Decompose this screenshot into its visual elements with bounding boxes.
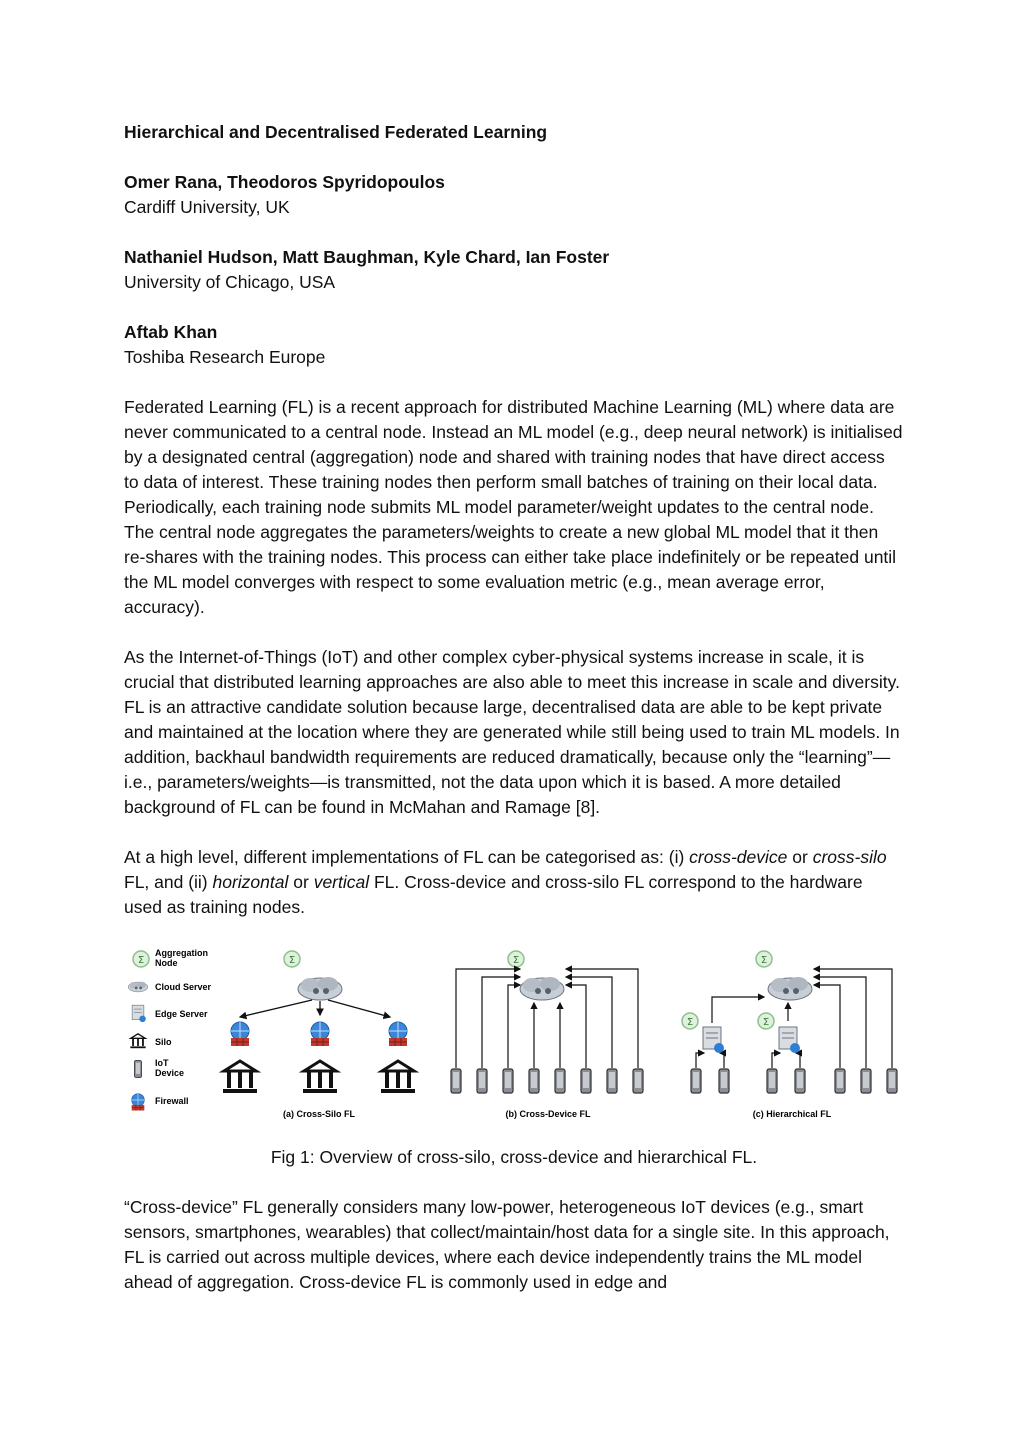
emphasis-vertical: vertical bbox=[313, 872, 370, 892]
legend-edge: Edge Server bbox=[155, 1009, 208, 1019]
author-group-2 bbox=[124, 245, 904, 295]
author-group-1 bbox=[124, 170, 904, 220]
author-affiliation: University of Chicago, USA bbox=[124, 272, 336, 292]
panel-c-label: (c) Hierarchical FL bbox=[752, 1109, 832, 1119]
figure-caption: Fig 1: Overview of cross-silo, cross-device and hierarchical FL. bbox=[270, 1147, 758, 1167]
figure-legend bbox=[128, 948, 211, 1111]
legend-cloud: Cloud Server bbox=[155, 982, 212, 992]
panel-a-label: (a) Cross-Silo FL bbox=[282, 1109, 356, 1119]
emphasis-cross-silo: cross-silo bbox=[812, 847, 887, 867]
emphasis-horizontal: horizontal bbox=[212, 872, 289, 892]
legend-firewall: Firewall bbox=[155, 1096, 189, 1106]
panel-cross-device bbox=[451, 951, 643, 1119]
sigma-label: Σ bbox=[686, 1017, 694, 1028]
sigma-label: Σ bbox=[288, 955, 296, 966]
legend-aggregation-2: Node bbox=[155, 958, 178, 968]
author-affiliation: Cardiff University, UK bbox=[124, 197, 290, 217]
text-run: At a high level, different implementations of FL can be categorised as: (i) bbox=[124, 847, 690, 867]
fl-overview-figure bbox=[124, 945, 904, 1125]
panel-hierarchical bbox=[682, 951, 897, 1119]
legend-aggregation-1: Aggregation bbox=[155, 948, 208, 958]
sigma-label: Σ bbox=[762, 1017, 770, 1028]
paragraph-cross-device: “Cross-device” FL generally considers many low-power, heterogeneous IoT devices (e.g., smart sensors, smartphones, wearables) that collect/maintain/host data for a single site. In this approach, FL is carried out across multiple devices, where each device independently trains the ML model ahead of aggregation. Cross-device FL is commonly used in edge and bbox=[124, 1197, 890, 1292]
legend-iot-1: IoT bbox=[155, 1058, 169, 1068]
paper-page bbox=[124, 120, 904, 1320]
paragraph-categories bbox=[124, 845, 904, 920]
emphasis-cross-device: cross-device bbox=[689, 847, 788, 867]
text-run: FL. Cross-device and cross-silo FL correspond to the hardware used as training nodes. bbox=[124, 872, 863, 917]
paper-title: Hierarchical and Decentralised Federated Learning bbox=[124, 122, 548, 142]
panel-cross-silo bbox=[223, 951, 415, 1119]
author-names: Omer Rana, Theodoros Spyridopoulos bbox=[124, 172, 445, 192]
panel-b-label: (b) Cross-Device FL bbox=[505, 1109, 591, 1119]
author-affiliation: Toshiba Research Europe bbox=[124, 347, 326, 367]
sigma-label: Σ bbox=[137, 955, 145, 966]
legend-silo: Silo bbox=[155, 1037, 172, 1047]
legend-iot-2: Device bbox=[155, 1068, 185, 1078]
paragraph-intro: Federated Learning (FL) is a recent approach for distributed Machine Learning (ML) where data are never communicated to a central node. Instead an ML model (e.g., deep neural network) is initialised by a designated central (aggregation) node and shared with training nodes that have direct access to data of interest. These training nodes then perform small batches of training on their local data. Periodically, each training node submits ML model parameter/weight updates to the central node. The central node aggregates the parameters/weights to create a new global ML model that it then re-shares with the training nodes. This process can either take place indefinitely or be repeated until the ML model converges with respect to some evaluation metric (e.g., mean average error, accuracy). bbox=[124, 397, 903, 617]
sigma-label: Σ bbox=[512, 955, 520, 966]
author-group-3 bbox=[124, 320, 904, 370]
text-run: or bbox=[787, 847, 813, 867]
author-names: Aftab Khan bbox=[124, 322, 218, 342]
paragraph-iot: As the Internet-of-Things (IoT) and other complex cyber-physical systems increase in scale, it is crucial that distributed learning approaches are also able to meet this increase in scale and diversity. FL is an attractive candidate solution because large, decentralised data are able to be kept private and maintained at the location where they are generated while still being used to train ML models. In addition, backhaul bandwidth requirements are reduced dramatically, because only the “learning”—i.e., parameters/weights—is transmitted, not the data upon which it is based. A more detailed background of FL can be found in McMahan and Ramage [8]. bbox=[124, 647, 900, 817]
text-run: or bbox=[288, 872, 314, 892]
author-names: Nathaniel Hudson, Matt Baughman, Kyle Chard, Ian Foster bbox=[124, 247, 610, 267]
figure-diagram bbox=[124, 945, 904, 1125]
sigma-label: Σ bbox=[760, 955, 768, 966]
text-run: FL, and (ii) bbox=[124, 872, 213, 892]
